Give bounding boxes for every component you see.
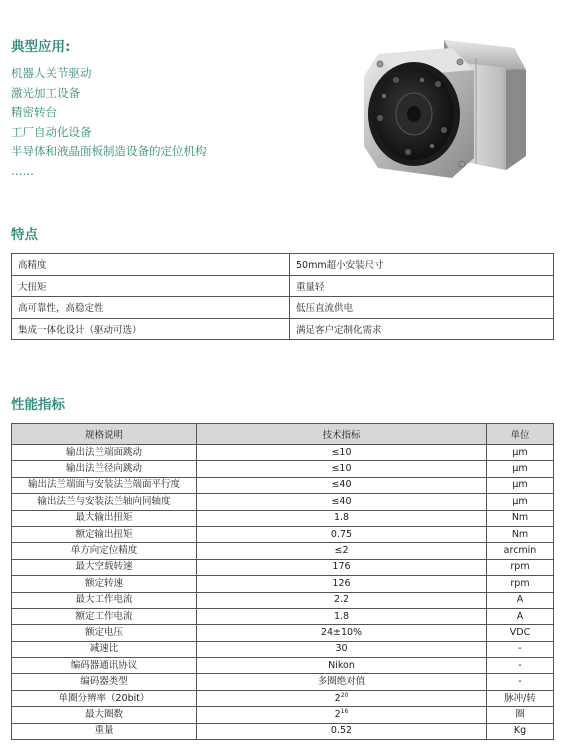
feature-cell: 重量轻 xyxy=(290,275,554,297)
table-row xyxy=(12,641,554,657)
spec-value: 0.52 xyxy=(197,723,487,739)
feature-cell: 高精度 xyxy=(12,254,290,276)
spec-value: 126 xyxy=(197,576,487,592)
list-item: 激光加工设备 xyxy=(11,85,80,100)
spec-value: ≤2 xyxy=(197,543,487,559)
spec-unit: μm xyxy=(487,494,554,510)
features-table xyxy=(11,253,554,340)
specs-table xyxy=(11,423,554,740)
spec-value: 1.8 xyxy=(197,608,487,624)
feature-cell: 50mm超小安装尺寸 xyxy=(290,254,554,276)
spec-value: Nikon xyxy=(197,658,487,674)
column-header-spec: 规格说明 xyxy=(12,424,197,445)
applications-title: 典型应用: xyxy=(11,39,71,55)
table-row xyxy=(12,559,554,575)
specs-title: 性能指标 xyxy=(11,397,65,413)
feature-cell: 高可靠性，高稳定性 xyxy=(12,297,290,319)
table-row xyxy=(12,254,554,276)
spec-unit: μm xyxy=(487,461,554,477)
table-row xyxy=(12,477,554,493)
spec-value xyxy=(197,707,487,723)
spec-name: 最大输出扭矩 xyxy=(12,510,197,526)
spec-name: 输出法兰端面跳动 xyxy=(12,445,197,461)
table-row xyxy=(12,275,554,297)
spec-name: 最大圈数 xyxy=(12,707,197,723)
table-row xyxy=(12,707,554,723)
spec-unit: - xyxy=(487,674,554,690)
table-row xyxy=(12,318,554,340)
spec-unit: Nm xyxy=(487,526,554,542)
spec-unit: μm xyxy=(487,477,554,493)
applications-list xyxy=(11,64,207,182)
features-title: 特点 xyxy=(11,227,38,243)
table-row xyxy=(12,576,554,592)
table-row xyxy=(12,510,554,526)
power-exponent: 20 xyxy=(340,691,349,699)
spec-unit: - xyxy=(487,641,554,657)
spec-value: ≤40 xyxy=(197,494,487,510)
spec-name: 最大工作电流 xyxy=(12,592,197,608)
spec-name: 输出法兰径向跳动 xyxy=(12,461,197,477)
spec-name: 额定工作电流 xyxy=(12,608,197,624)
list-item: 精密转台 xyxy=(11,105,57,120)
table-row xyxy=(12,526,554,542)
list-item: 机器人关节驱动 xyxy=(11,66,92,80)
power-exponent: 16 xyxy=(340,707,349,715)
product-image xyxy=(356,18,546,183)
spec-value: ≤40 xyxy=(197,477,487,493)
spec-name: 额定转速 xyxy=(12,576,197,592)
table-row xyxy=(12,658,554,674)
feature-cell: 大扭矩 xyxy=(12,275,290,297)
spec-name: 输出法兰端面与安装法兰端面平行度 xyxy=(12,477,197,493)
spec-unit: Kg xyxy=(487,723,554,739)
table-row xyxy=(12,494,554,510)
feature-cell: 低压直流供电 xyxy=(290,297,554,319)
spec-unit: Nm xyxy=(487,510,554,526)
spec-unit: rpm xyxy=(487,559,554,575)
spec-value: 1.8 xyxy=(197,510,487,526)
spec-name: 编码器类型 xyxy=(12,674,197,690)
table-row xyxy=(12,543,554,559)
spec-unit: 脉冲/转 xyxy=(487,690,554,706)
spec-value: ≤10 xyxy=(197,445,487,461)
spec-unit: A xyxy=(487,608,554,624)
table-row xyxy=(12,608,554,624)
spec-unit: μm xyxy=(487,445,554,461)
table-row xyxy=(12,690,554,706)
column-header-unit: 单位 xyxy=(487,424,554,445)
spec-unit: 圈 xyxy=(487,707,554,723)
spec-name: 减速比 xyxy=(12,641,197,657)
spec-name: 输出法兰与安装法兰轴向同轴度 xyxy=(12,494,197,510)
spec-name: 重量 xyxy=(12,723,197,739)
column-header-value: 技术指标 xyxy=(197,424,487,445)
feature-cell: 集成一体化设计（驱动可选） xyxy=(12,318,290,340)
table-row xyxy=(12,445,554,461)
spec-name: 额定电压 xyxy=(12,625,197,641)
spec-name: 最大空载转速 xyxy=(12,559,197,575)
table-row xyxy=(12,723,554,739)
list-item: 工厂自动化设备 xyxy=(11,124,92,139)
spec-value: 24±10% xyxy=(197,625,487,641)
power-base: 2 xyxy=(334,692,341,704)
spec-name: 单方向定位精度 xyxy=(12,543,197,559)
list-item: 半导体和液晶面板制造设备的定位机构 xyxy=(11,144,207,159)
spec-unit: - xyxy=(487,658,554,674)
power-base: 2 xyxy=(334,708,341,720)
table-row xyxy=(12,592,554,608)
table-row xyxy=(12,625,554,641)
spec-name: 编码器通讯协议 xyxy=(12,658,197,674)
table-row xyxy=(12,674,554,690)
spec-value: 多圈绝对值 xyxy=(197,674,487,690)
table-row xyxy=(12,461,554,477)
spec-value: 176 xyxy=(197,559,487,575)
spec-unit: rpm xyxy=(487,576,554,592)
spec-value xyxy=(197,690,487,706)
table-row xyxy=(12,297,554,319)
spec-unit: VDC xyxy=(487,625,554,641)
spec-value: 30 xyxy=(197,641,487,657)
spec-value: 0.75 xyxy=(197,526,487,542)
list-item: …… xyxy=(11,163,34,178)
table-header-row xyxy=(12,424,554,445)
spec-value: ≤10 xyxy=(197,461,487,477)
spec-name: 单圈分辨率（20bit） xyxy=(12,690,197,706)
spec-name: 额定输出扭矩 xyxy=(12,526,197,542)
spec-value: 2.2 xyxy=(197,592,487,608)
feature-cell: 满足客户定制化需求 xyxy=(290,318,554,340)
spec-unit: arcmin xyxy=(487,543,554,559)
spec-unit: A xyxy=(487,592,554,608)
